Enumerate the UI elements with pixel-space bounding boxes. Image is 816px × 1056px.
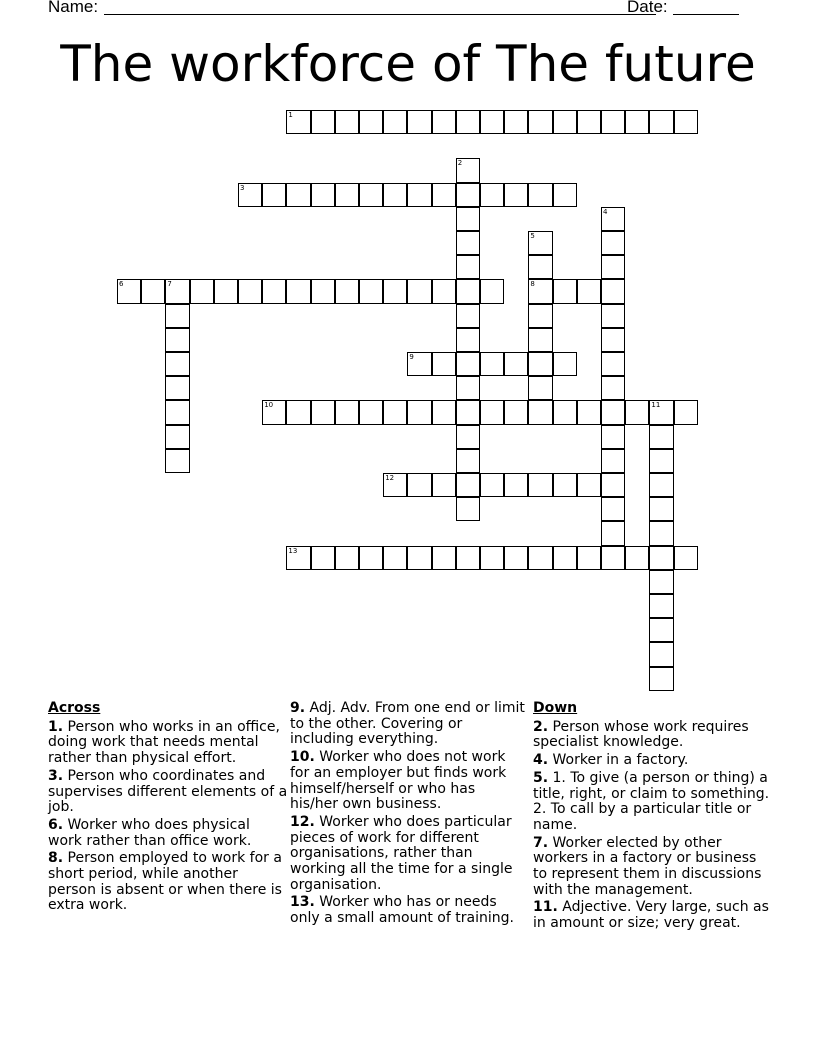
grid-cell[interactable] — [528, 183, 552, 207]
clue — [48, 851, 288, 914]
clue-number: 7 — [167, 280, 172, 289]
grid-cell[interactable] — [553, 400, 577, 424]
clue-number: 8. — [48, 850, 64, 867]
grid-cell[interactable] — [577, 110, 601, 134]
grid-cell[interactable] — [625, 400, 649, 424]
clue-text: Worker who does physical work rather than office work. — [48, 816, 252, 849]
clue-number: 11 — [651, 401, 661, 410]
grid-cell[interactable] — [649, 667, 673, 691]
grid-cell[interactable] — [625, 546, 649, 570]
grid-cell[interactable] — [117, 279, 141, 303]
grid-cell[interactable] — [407, 546, 431, 570]
grid-cell[interactable] — [528, 352, 552, 376]
grid-cell[interactable] — [504, 546, 528, 570]
grid-cell[interactable] — [553, 352, 577, 376]
clue-text: Person who works in an office, doing work that needs mental rather than physical effort. — [48, 718, 280, 767]
grid-cell[interactable] — [335, 546, 359, 570]
grid-cell[interactable] — [649, 570, 673, 594]
grid-cell[interactable] — [456, 400, 480, 424]
grid-cell[interactable] — [528, 255, 552, 279]
grid-cell[interactable] — [649, 594, 673, 618]
grid-cell[interactable] — [456, 158, 480, 182]
grid-cell[interactable] — [528, 376, 552, 400]
clue — [290, 701, 526, 748]
grid-cell[interactable] — [262, 279, 286, 303]
grid-cell[interactable] — [649, 110, 673, 134]
grid-cell[interactable] — [674, 400, 698, 424]
grid-cell[interactable] — [480, 400, 504, 424]
grid-cell[interactable] — [238, 183, 262, 207]
grid-cell[interactable] — [649, 618, 673, 642]
grid-cell[interactable] — [528, 400, 552, 424]
clue — [533, 771, 773, 834]
clue-text: Worker elected by other workers in a factory or business to represent them in discussions with the management. — [533, 834, 762, 898]
clue — [533, 720, 773, 751]
grid-cell[interactable] — [165, 400, 189, 424]
clue-number: 1 — [288, 111, 293, 119]
clue-number: 10. — [290, 749, 315, 766]
grid-cell[interactable] — [601, 328, 625, 352]
grid-cell[interactable] — [577, 546, 601, 570]
grid-cell[interactable] — [286, 110, 310, 134]
clue-number: 12 — [385, 474, 395, 482]
grid-cell[interactable] — [601, 425, 625, 449]
grid-cell[interactable] — [577, 279, 601, 303]
grid-cell[interactable] — [238, 279, 262, 303]
grid-cell[interactable] — [480, 352, 504, 376]
grid-cell[interactable] — [528, 473, 552, 497]
grid-cell[interactable] — [432, 110, 456, 134]
grid-cell[interactable] — [311, 279, 335, 303]
clue-number: 8 — [530, 280, 535, 289]
grid-cell[interactable] — [311, 110, 335, 134]
grid-cell[interactable] — [601, 400, 625, 424]
grid-cell[interactable] — [601, 231, 625, 255]
clue — [533, 836, 773, 899]
grid-cell[interactable] — [262, 183, 286, 207]
name-label: Name: — [48, 0, 99, 16]
grid-cell[interactable] — [456, 497, 480, 521]
grid-cell[interactable] — [432, 183, 456, 207]
grid-cell[interactable] — [649, 473, 673, 497]
grid-cell[interactable] — [456, 255, 480, 279]
grid-cell[interactable] — [504, 352, 528, 376]
grid-cell[interactable] — [504, 183, 528, 207]
clue-number: 4. — [533, 752, 549, 769]
grid-cell[interactable] — [165, 376, 189, 400]
clue-number: 3. — [48, 767, 64, 784]
grid-cell[interactable] — [649, 521, 673, 545]
grid-cell[interactable] — [577, 400, 601, 424]
grid-cell[interactable] — [504, 110, 528, 134]
grid-cell[interactable] — [407, 352, 431, 376]
grid-cell[interactable] — [165, 425, 189, 449]
clue — [48, 818, 288, 849]
grid-cell[interactable] — [601, 473, 625, 497]
grid-cell[interactable] — [456, 546, 480, 570]
grid-cell[interactable] — [456, 473, 480, 497]
grid-cell[interactable] — [407, 279, 431, 303]
clue-number: 12. — [290, 813, 315, 830]
grid-cell[interactable] — [649, 400, 673, 424]
clue-text: Person employed to work for a short period, while another person is absent or when there is extra work. — [48, 850, 282, 914]
clue-number: 9 — [409, 353, 414, 361]
clue-number: 11. — [533, 899, 558, 916]
grid-cell[interactable] — [601, 352, 625, 376]
grid-cell[interactable] — [286, 546, 310, 570]
grid-cell[interactable] — [553, 546, 577, 570]
grid-cell[interactable] — [480, 110, 504, 134]
grid-cell[interactable] — [528, 328, 552, 352]
clue-number: 2 — [457, 159, 463, 168]
grid-cell[interactable] — [141, 279, 165, 303]
grid-cell[interactable] — [504, 400, 528, 424]
grid-cell[interactable] — [456, 304, 480, 328]
clue-number: 4 — [603, 207, 608, 216]
page-title: The workforce of The future — [60, 35, 756, 93]
grid-cell[interactable] — [456, 352, 480, 376]
clue-text: Worker who does not work for an employer but finds work himself/herself or who has his/her own business. — [290, 749, 507, 813]
clue — [533, 753, 773, 769]
grid-cell[interactable] — [601, 449, 625, 473]
grid-cell[interactable] — [456, 425, 480, 449]
grid-cell[interactable] — [456, 449, 480, 473]
clue-number: 7. — [533, 834, 549, 851]
grid-cell[interactable] — [601, 110, 625, 134]
grid-cell[interactable] — [407, 110, 431, 134]
grid-cell[interactable] — [335, 400, 359, 424]
grid-cell[interactable] — [383, 546, 407, 570]
grid-cell[interactable] — [601, 376, 625, 400]
grid-cell[interactable] — [649, 425, 673, 449]
grid-cell[interactable] — [407, 183, 431, 207]
grid-cell[interactable] — [528, 231, 552, 255]
clue-text: Person who coordinates and supervises different elements of a job. — [48, 767, 288, 816]
clue — [533, 900, 773, 931]
grid-cell[interactable] — [359, 546, 383, 570]
grid-cell[interactable] — [456, 183, 480, 207]
grid-cell[interactable] — [601, 497, 625, 521]
grid-cell[interactable] — [553, 183, 577, 207]
grid-cell[interactable] — [311, 546, 335, 570]
grid-cell[interactable] — [625, 110, 649, 134]
grid-cell[interactable] — [432, 400, 456, 424]
grid-cell[interactable] — [553, 110, 577, 134]
grid-cell[interactable] — [165, 352, 189, 376]
clues-column-1 — [48, 701, 288, 916]
grid-cell[interactable] — [383, 183, 407, 207]
grid-cell[interactable] — [165, 328, 189, 352]
clue-text: Adjective. Very large, such as in amount or size; very great. — [533, 899, 769, 932]
clue — [290, 895, 526, 926]
grid-cell[interactable] — [674, 110, 698, 134]
grid-cell[interactable] — [190, 279, 214, 303]
clue-number: 13. — [290, 894, 315, 911]
grid-cell[interactable] — [407, 473, 431, 497]
clue-number: 3 — [240, 183, 245, 192]
grid-cell[interactable] — [432, 352, 456, 376]
grid-cell[interactable] — [383, 473, 407, 497]
clues-column-2 — [290, 701, 526, 929]
clue-number: 6. — [48, 816, 64, 833]
grid-cell[interactable] — [311, 400, 335, 424]
grid-cell[interactable] — [311, 183, 335, 207]
clue-number: 10 — [264, 401, 274, 410]
grid-cell[interactable] — [335, 110, 359, 134]
date-label: Date: — [627, 0, 668, 16]
grid-cell[interactable] — [359, 110, 383, 134]
grid-cell[interactable] — [262, 400, 286, 424]
clues-column-3 — [533, 701, 773, 934]
grid-cell[interactable] — [577, 473, 601, 497]
grid-cell[interactable] — [214, 279, 238, 303]
grid-cell[interactable] — [480, 183, 504, 207]
grid-cell[interactable] — [383, 279, 407, 303]
grid-cell[interactable] — [432, 279, 456, 303]
grid-cell[interactable] — [383, 110, 407, 134]
clue-text: Worker who does particular pieces of work for different organisations, rather than working all the time for a single organisation. — [290, 813, 513, 893]
clue-heading: Down — [533, 700, 578, 716]
grid-cell[interactable] — [601, 521, 625, 545]
grid-cell[interactable] — [504, 473, 528, 497]
clue-number: 2. — [533, 718, 549, 735]
clue-text: Adj. Adv. From one end or limit to the other. Covering or including everything. — [290, 700, 525, 748]
grid-cell[interactable] — [480, 473, 504, 497]
clue — [48, 769, 288, 816]
grid-cell[interactable] — [359, 279, 383, 303]
grid-cell[interactable] — [286, 400, 310, 424]
grid-cell[interactable] — [456, 110, 480, 134]
grid-cell[interactable] — [165, 279, 189, 303]
grid-cell[interactable] — [383, 400, 407, 424]
grid-cell[interactable] — [601, 255, 625, 279]
grid-cell[interactable] — [601, 207, 625, 231]
grid-cell[interactable] — [456, 376, 480, 400]
clue-number: 9. — [290, 700, 306, 716]
grid-cell[interactable] — [649, 546, 673, 570]
grid-cell[interactable] — [432, 546, 456, 570]
grid-cell[interactable] — [480, 546, 504, 570]
grid-cell[interactable] — [528, 546, 552, 570]
grid-cell[interactable] — [553, 473, 577, 497]
grid-cell[interactable] — [649, 497, 673, 521]
grid-cell[interactable] — [601, 304, 625, 328]
grid-cell[interactable] — [528, 304, 552, 328]
grid-cell[interactable] — [456, 231, 480, 255]
clue — [290, 815, 526, 894]
grid-cell[interactable] — [674, 546, 698, 570]
grid-cell[interactable] — [456, 328, 480, 352]
clue-number: 6 — [119, 280, 124, 289]
grid-cell[interactable] — [480, 279, 504, 303]
grid-cell[interactable] — [432, 473, 456, 497]
grid-cell[interactable] — [528, 279, 552, 303]
grid-cell[interactable] — [359, 400, 383, 424]
grid-cell[interactable] — [165, 449, 189, 473]
clue-number: 5 — [530, 232, 535, 240]
clue-number: 13 — [288, 546, 298, 555]
grid-cell[interactable] — [456, 279, 480, 303]
clue-number: 1. — [48, 718, 64, 735]
grid-cell[interactable] — [359, 183, 383, 207]
grid-cell[interactable] — [649, 642, 673, 666]
grid-cell[interactable] — [335, 279, 359, 303]
grid-cell[interactable] — [335, 183, 359, 207]
grid-cell[interactable] — [456, 207, 480, 231]
grid-cell[interactable] — [528, 110, 552, 134]
clue-number: 5. — [533, 769, 549, 786]
grid-cell[interactable] — [165, 304, 189, 328]
grid-cell[interactable] — [601, 279, 625, 303]
grid-cell[interactable] — [407, 400, 431, 424]
grid-cell[interactable] — [601, 546, 625, 570]
clue-text: Person whose work requires specialist knowledge. — [533, 718, 749, 751]
grid-cell[interactable] — [649, 449, 673, 473]
clue — [48, 720, 288, 767]
grid-cell[interactable] — [286, 279, 310, 303]
clue-text: Worker in a factory. — [548, 752, 689, 769]
clue-heading: Across — [48, 700, 101, 716]
grid-cell[interactable] — [286, 183, 310, 207]
clue — [290, 750, 526, 813]
grid-cell[interactable] — [553, 279, 577, 303]
clue-text: 1. To give (a person or thing) a title, right, or claim to something. 2. To call by a particular title or name. — [533, 769, 770, 833]
clue-text: Worker who has or needs only a small amount of training. — [290, 894, 514, 927]
